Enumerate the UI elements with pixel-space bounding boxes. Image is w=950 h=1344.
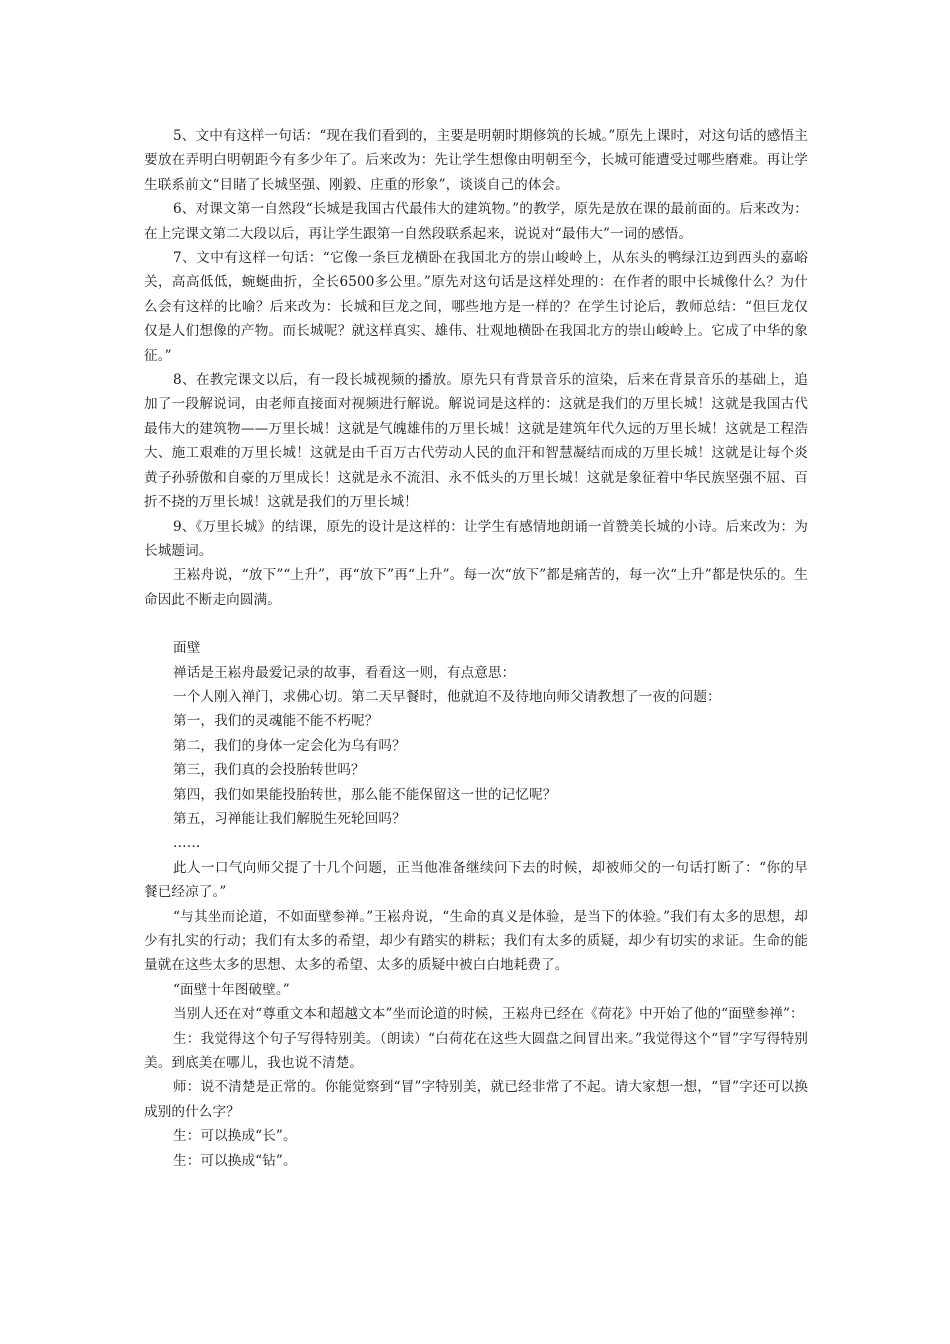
- section-gap: [144, 612, 808, 636]
- question-5: 第五，习禅能让我们解脱生死轮回吗？: [173, 810, 406, 827]
- dialogue-student-1: 生：我觉得这个句子写得特别美。（朗读）“白荷花在这些大圆盘之间冒出来。”我觉得这个“冒”字写得特别美。到底美在哪儿，我也说不清楚。: [144, 1030, 808, 1072]
- section-intro: 禅话是王崧舟最爱记录的故事，看看这一则，有点意思：: [173, 664, 516, 681]
- section-story: 一个人刚入禅门，求佛心切。第二天早餐时，他就迫不及待地向师父请教想了一夜的问题：: [173, 688, 721, 705]
- paragraph-6: 6、对课文第一自然段“长城是我国古代最伟大的建筑物。”的教学，原先是放在课的最前面的。后来改为：在上完课文第二大段以后，再让学生跟第一自然段联系起来，说说对“最伟大”一词的感悟。: [144, 201, 808, 242]
- paragraph-summary: 王崧舟说，“放下”“上升”，再“放下”再“上升”。每一次“放下”都是痛苦的，每一次“上升”都是快乐的。生命因此不断走向圆满。: [144, 567, 808, 608]
- story-ending: 此人一口气向师父提了十几个问题，正当他准备继续问下去的时候，却被师父的一句话打断了：“你的早餐已经凉了。”: [144, 859, 808, 901]
- paragraph-9: 9、《万里长城》的结课，原先的设计是这样的：让学生有感情地朗诵一首赞美长城的小诗。后来改为：为长城题词。: [144, 518, 808, 559]
- question-4: 第四，我们如果能投胎转世，那么能不能保留这一世的记忆呢？: [173, 786, 557, 803]
- question-2: 第二，我们的身体一定会化为乌有吗？: [173, 737, 406, 754]
- question-1: 第一，我们的灵魂能不能不朽呢？: [173, 713, 379, 730]
- ellipsis: ……: [173, 835, 201, 852]
- paragraph-7: 7、文中有这样一句话：“它像一条巨龙横卧在我国北方的崇山峻岭上，从东头的鸭绿江边到西头的嘉峪关，高高低低，蜿蜒曲折，全长6500多公里。”原先对这句话是这样处理的：在作者的眼中长城像什么？为什么会有这样的比喻？后来改为：长城和巨龙之间，哪些地方是一样的？在学生讨论后，教师总结：“但巨龙仅仅是人们想像的产物。而长城呢？就这样真实、雄伟、壮观地横卧在我国北方的崇山峻岭上。它成了中华的象征。”: [144, 250, 808, 364]
- quote-paragraph: “与其坐而论道，不如面壁参禅。”王崧舟说，“生命的真义是体验，是当下的体验。”我们有太多的思想，却少有扎实的行动；我们有太多的希望，却少有踏实的耕耘；我们有太多的质疑，却少有切实的求证。生命的能量就在这些太多的思想、太多的希望、太多的质疑中被白白地耗费了。: [144, 908, 808, 974]
- dialogue-student-3: 生：可以换成“钻”。: [173, 1152, 297, 1169]
- dialogue-teacher-1: 师：说不清楚是正常的。你能觉察到“冒”字特别美，就已经非常了不起。请大家想一想，“冒”字还可以换成别的什么字？: [144, 1079, 808, 1120]
- section-title: 面壁: [173, 640, 201, 657]
- lotus-intro: 当别人还在对“尊重文本和超越文本”坐而论道的时候，王崧舟已经在《荷花》中开始了他的“面壁参禅”：: [173, 1006, 804, 1023]
- dialogue-student-2: 生：可以换成“长”。: [173, 1128, 297, 1145]
- proverb: “面壁十年图破壁。”: [173, 981, 290, 998]
- question-3: 第三，我们真的会投胎转世吗？: [173, 762, 365, 779]
- document-page: [144, 124, 808, 1173]
- paragraph-8: 8、在教完课文以后，有一段长城视频的播放。原先只有背景音乐的渲染，后来在背景音乐的基础上，追加了一段解说词，由老师直接面对视频进行解说。解说词是这样的：这就是我们的万里长城！这就是我国古代最伟大的建筑物——万里长城！这就是气魄雄伟的万里长城！这就是建筑年代久远的万里长城！这就是工程浩大、施工艰难的万里长城！这就是由千百万古代劳动人民的血汗和智慧凝结而成的万里长城！这就是让每个炎黄子孙骄傲和自豪的万里成长！这就是永不流泪、永不低头的万里长城！这就是象征着中华民族坚强不屈、百折不挠的万里长城！这就是我们的万里长城！: [144, 372, 808, 511]
- paragraph-5: 5、文中有这样一句话：“现在我们看到的，主要是明朝时期修筑的长城。”原先上课时，对这句话的感悟主要放在弄明白明朝距今有多少年了。后来改为：先让学生想像由明朝至今，长城可能遭受过哪些磨难。再让学生联系前文“目睹了长城坚强、刚毅、庄重的形象”，谈谈自己的体会。: [144, 128, 808, 193]
